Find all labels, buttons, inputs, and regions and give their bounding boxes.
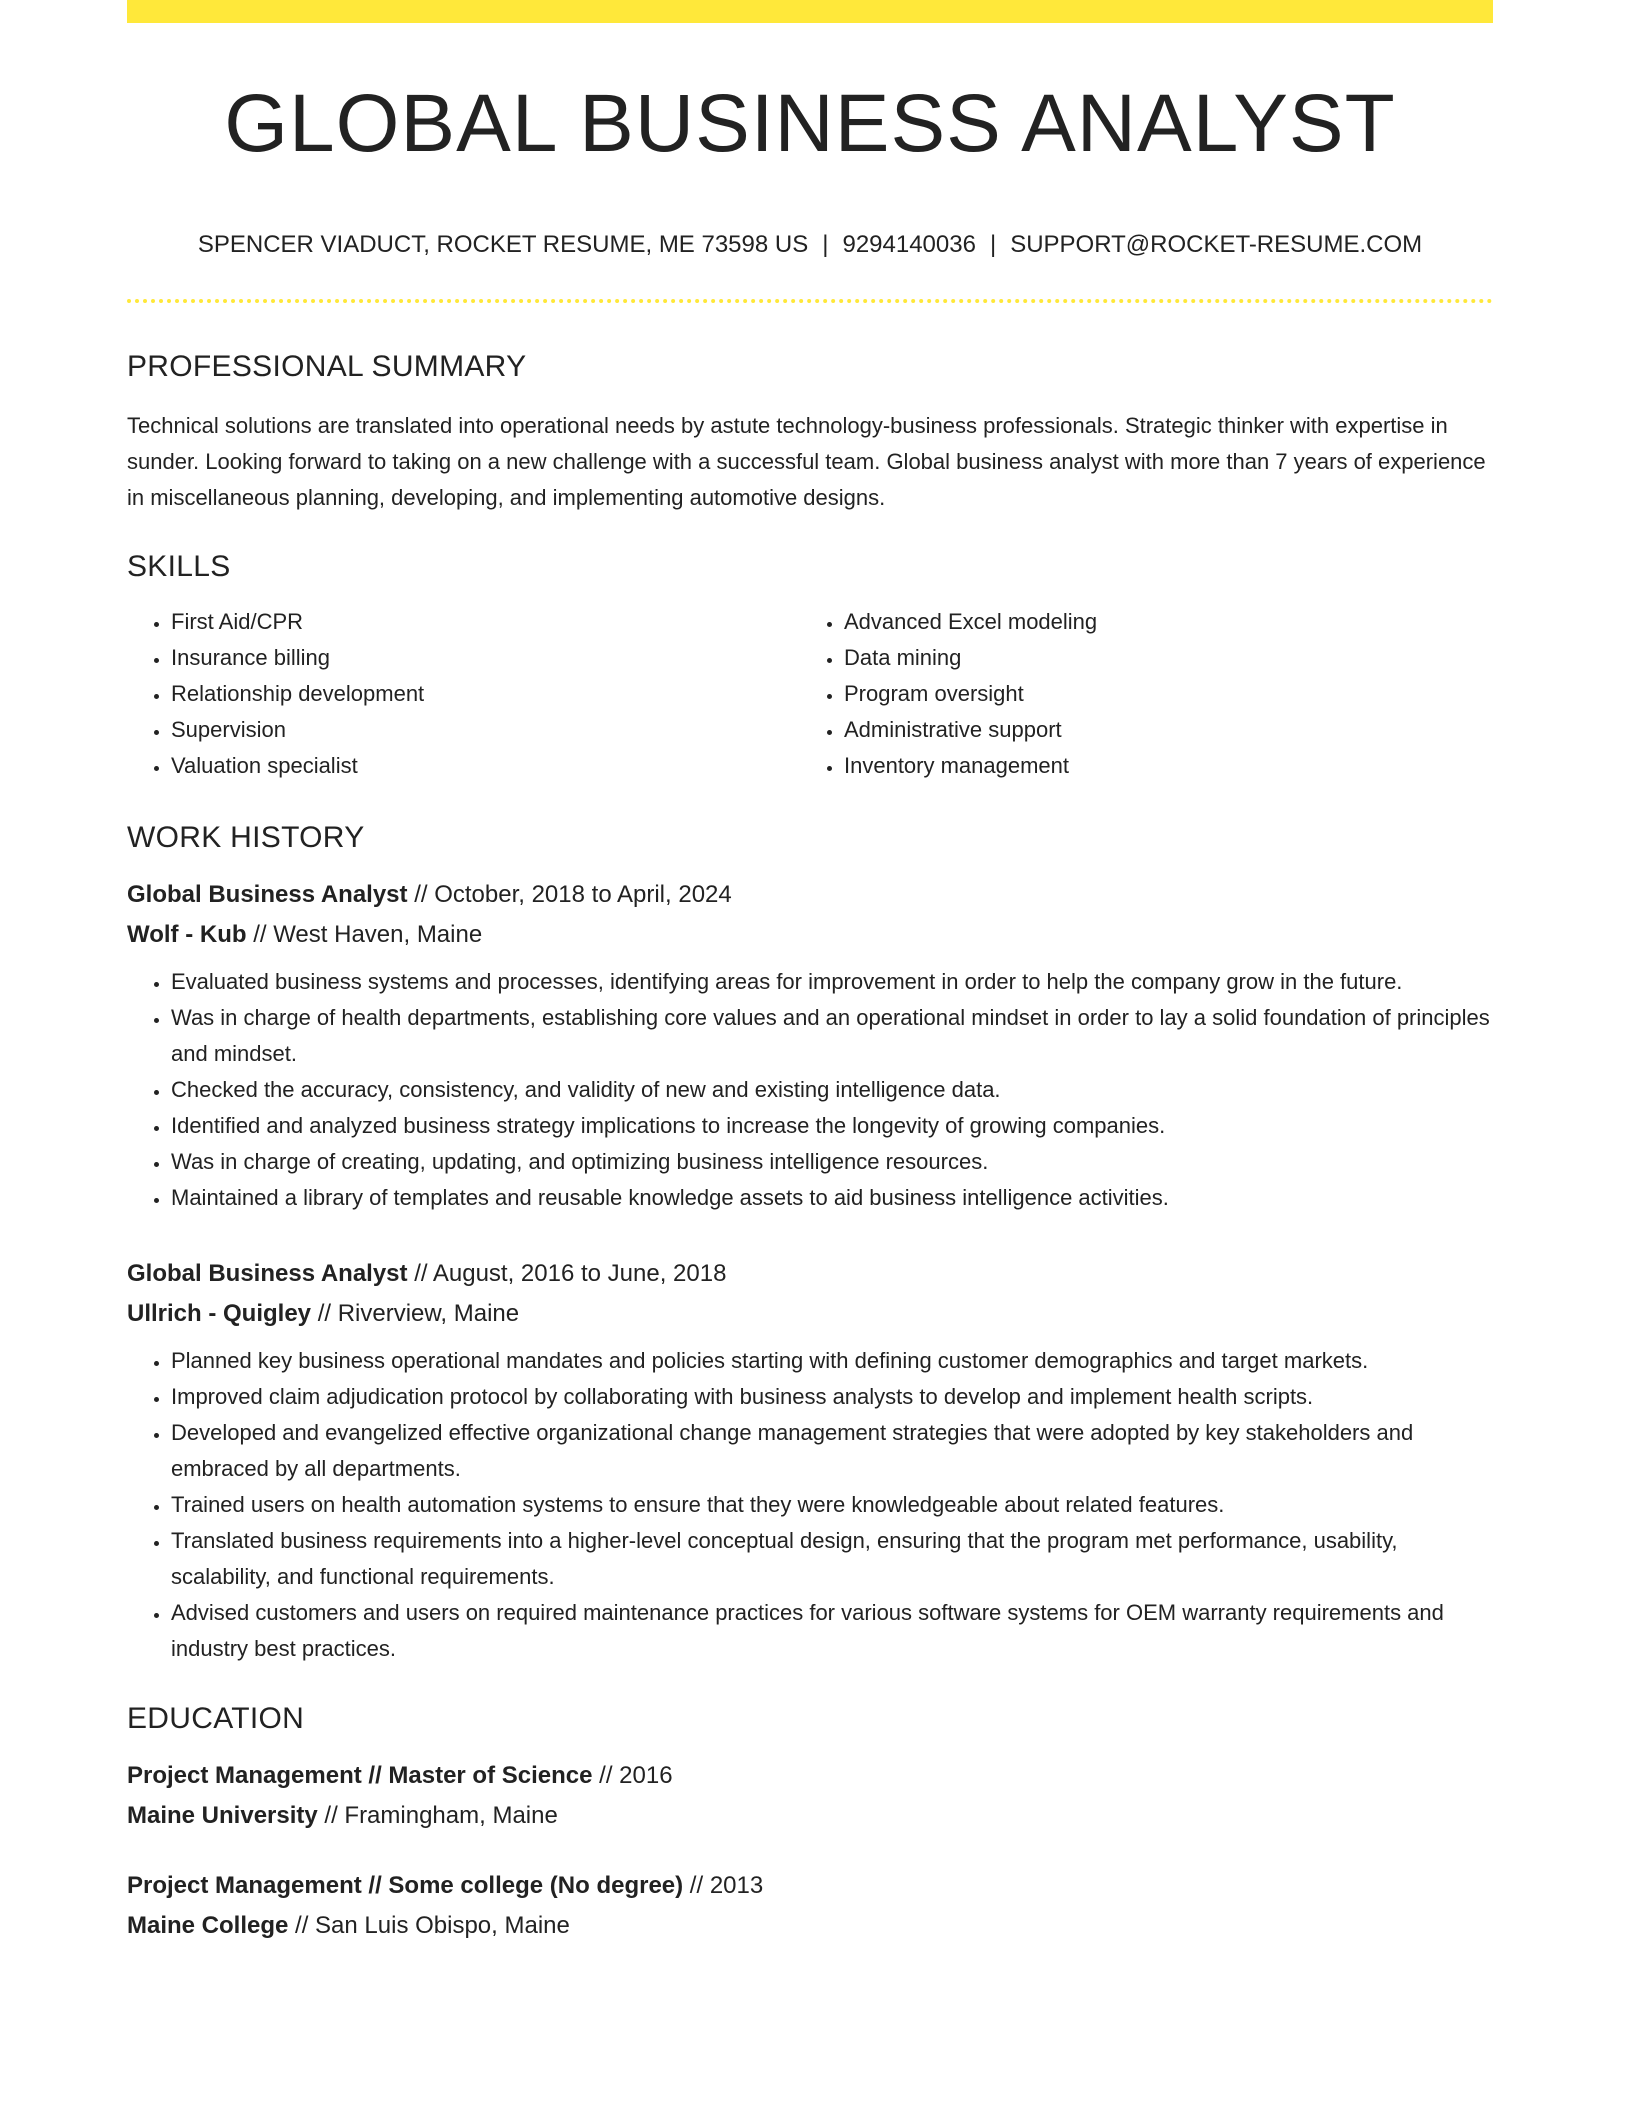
skill-item: • Administrative support: [844, 712, 1474, 748]
skills-list: [127, 604, 1493, 784]
job-bullet: • Translated business requirements into a higher-level conceptual design, ensuring that the program met performance, usability, scalability, and functional requirements.: [171, 1523, 1493, 1595]
job-bullet: • Advised customers and users on required maintenance practices for various software systems for OEM warranty requirements and industry best practices.: [171, 1595, 1493, 1667]
education-location: // San Luis Obispo, Maine: [288, 1912, 570, 1939]
section-title-work-history: WORK HISTORY: [127, 821, 365, 854]
job-location: // Riverview, Maine: [311, 1300, 520, 1327]
job-role-line: [127, 875, 1493, 915]
section-title-summary: PROFESSIONAL SUMMARY: [127, 350, 527, 383]
education-location: // Framingham, Maine: [317, 1802, 558, 1829]
contact-phone: 9294140036: [842, 231, 976, 258]
skill-item: • Program oversight: [844, 676, 1474, 712]
contact-address: SPENCER VIADUCT, ROCKET RESUME, ME 73598 US: [197, 231, 809, 258]
job-bullet: • Planned key business operational mandates and policies starting with defining customer demographics and target markets.: [171, 1343, 1493, 1379]
skill-item: • Supervision: [171, 712, 801, 748]
job-company-line: [127, 915, 1493, 955]
job-bullet: • Maintained a library of templates and reusable knowledge assets to aid business intelligence activities.: [171, 1180, 1493, 1216]
job-entry: [127, 1254, 1493, 1667]
section-title-skills: SKILLS: [127, 550, 231, 583]
accent-bar: [127, 0, 1493, 23]
resume-page: [127, 0, 1493, 1946]
job-location: // West Haven, Maine: [246, 921, 483, 948]
job-bullet: • Identified and analyzed business strategy implications to increase the longevity of growing companies.: [171, 1108, 1493, 1144]
job-bullet: • Checked the accuracy, consistency, and validity of new and existing intelligence data.: [171, 1072, 1493, 1108]
education-school-line: [127, 1906, 1493, 1946]
job-company: Wolf - Kub: [127, 921, 247, 948]
job-company: Ullrich - Quigley: [127, 1300, 312, 1327]
job-bullets: [127, 964, 1493, 1216]
job-bullets: [127, 1343, 1493, 1667]
contact-line: [127, 233, 1493, 257]
skill-item: • Valuation specialist: [171, 748, 801, 784]
job-bullet: • Evaluated business systems and processes, identifying areas for improvement in order to help the company grow in the future.: [171, 964, 1493, 1000]
education-degree-line: [127, 1866, 1493, 1906]
contact-separator: |: [989, 231, 997, 258]
contact-separator: |: [822, 231, 829, 258]
job-role-line: [127, 1254, 1493, 1294]
education-degree-line: [127, 1756, 1493, 1796]
job-dates: // August, 2016 to June, 2018: [407, 1260, 727, 1287]
job-bullet: • Improved claim adjudication protocol by collaborating with business analysts to develop and implement health scripts.: [171, 1379, 1493, 1415]
skill-item: • Data mining: [844, 640, 1474, 676]
section-title-education: EDUCATION: [127, 1702, 305, 1735]
education-school: Maine College: [127, 1912, 289, 1939]
skills-column-left: [127, 604, 801, 784]
skill-item: • Relationship development: [171, 676, 801, 712]
job-dates: // October, 2018 to April, 2024: [407, 881, 732, 908]
job-role: Global Business Analyst: [127, 881, 408, 908]
education-degree: Project Management // Some college (No degree): [127, 1872, 684, 1899]
skill-item: • Advanced Excel modeling: [844, 604, 1474, 640]
education-entry: [127, 1756, 1493, 1836]
education-year: // 2013: [683, 1872, 764, 1899]
education-school-line: [127, 1796, 1493, 1836]
resume-title: GLOBAL BUSINESS ANALYST: [224, 78, 1396, 169]
skill-item: • Inventory management: [844, 748, 1474, 784]
skill-item: • First Aid/CPR: [171, 604, 801, 640]
job-bullet: • Developed and evangelized effective organizational change management strategies that were adopted by key stakeholders and embraced by all departments.: [171, 1415, 1493, 1487]
education-degree: Project Management // Master of Science: [127, 1762, 593, 1789]
job-entry: [127, 875, 1493, 1216]
contact-email: SUPPORT@ROCKET-RESUME.COM: [1010, 231, 1423, 258]
skill-item: • Insurance billing: [171, 640, 801, 676]
skills-column-right: [801, 604, 1474, 784]
education-year: // 2016: [592, 1762, 673, 1789]
job-role: Global Business Analyst: [127, 1260, 408, 1287]
job-bullet: • Was in charge of creating, updating, and optimizing business intelligence resources.: [171, 1144, 1493, 1180]
job-company-line: [127, 1294, 1493, 1334]
dotted-divider: [127, 299, 1493, 303]
job-bullet: • Was in charge of health departments, establishing core values and an operational mindset in order to lay a solid foundation of principles and mindset.: [171, 1000, 1493, 1072]
job-bullet: • Trained users on health automation systems to ensure that they were knowledgeable about related features.: [171, 1487, 1493, 1523]
summary-text: Technical solutions are translated into operational needs by astute technology-business professionals. Strategic thinker with expertise in sunder. Looking forward to taking on a new challenge with a successful team. Global business analyst with more than 7 years of experience in miscellaneous planning, developing, and implementing automotive designs.: [127, 413, 1486, 510]
education-entry: [127, 1866, 1493, 1946]
education-school: Maine University: [127, 1802, 318, 1829]
